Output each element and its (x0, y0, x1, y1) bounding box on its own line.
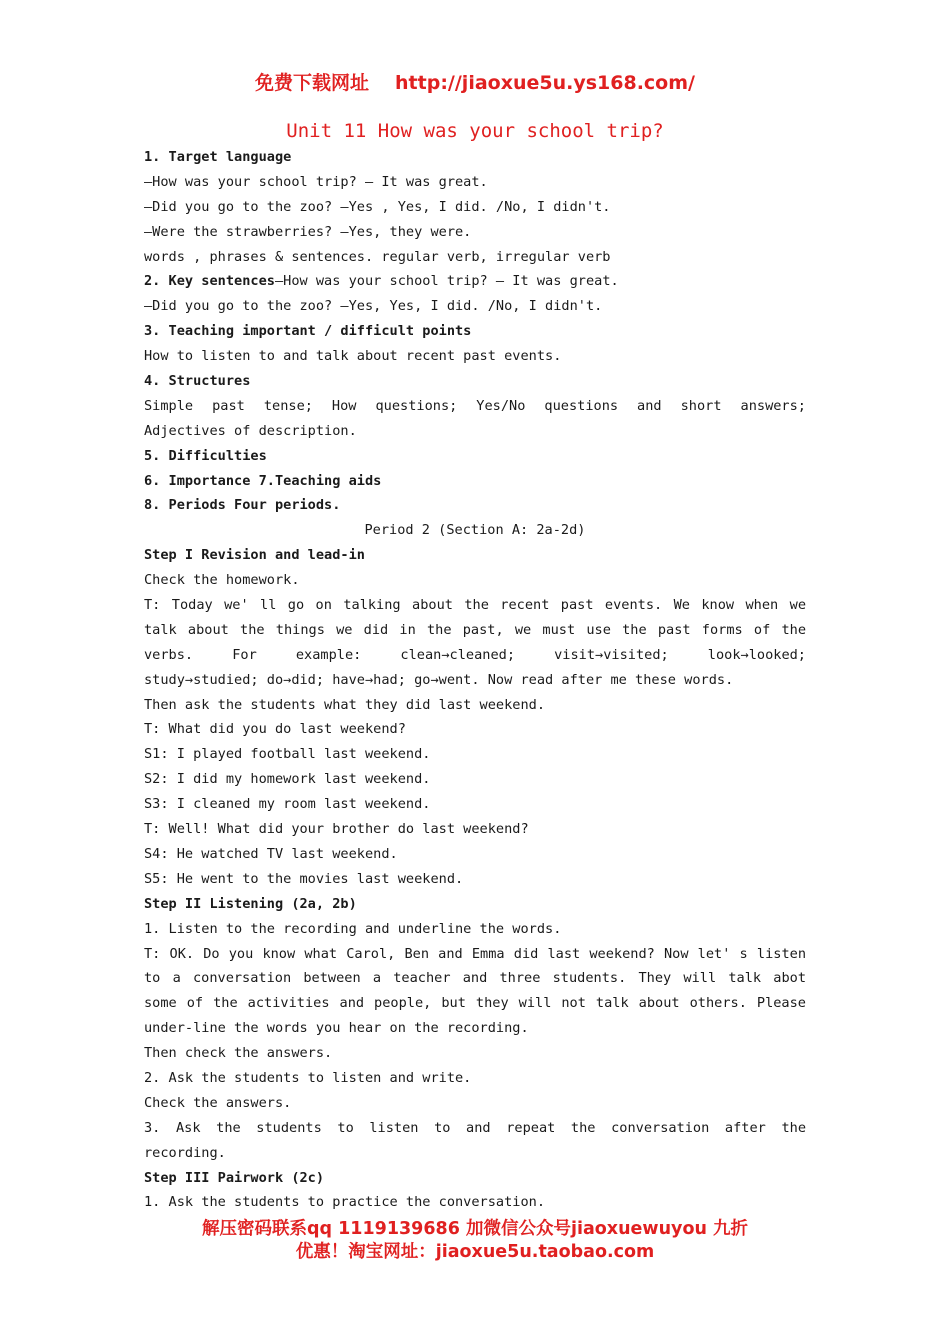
text-line: Then ask the students what they did last weekend. (144, 696, 546, 713)
section-heading: Step I Revision and lead-in (144, 547, 365, 564)
section-heading: Step III Pairwork (2c) (144, 1169, 325, 1186)
text-line: —Did you go to the zoo? —Yes, Yes, I did. /No, I didn't. (144, 298, 603, 315)
text-line: S2: I did my homework last weekend. (144, 771, 431, 788)
text-line: words , phrases & sentences. regular verb, irregular verb (144, 248, 611, 265)
download-header (0, 68, 950, 95)
text-line: 1. Listen to the recording and underline the words. (144, 920, 562, 937)
text-line: S3: I cleaned my room last weekend. (144, 796, 431, 813)
line-text: —How was your school trip? — It was great. (274, 273, 619, 290)
text-line: Adjectives of description. (144, 422, 357, 439)
text-line: talk about the things we did in the past, we must use the past forms of the (144, 621, 806, 638)
footer-line-1: 解压密码联系qq 1119139686 加微信公众号jiaoxuewuyou 九折 (201, 1219, 749, 1239)
text-line: —Were the strawberries? —Yes, they were. (144, 223, 472, 240)
section-heading: 5. Difficulties (144, 447, 267, 464)
text-line (144, 269, 806, 294)
download-url-link[interactable]: http://jiaoxue5u.ys168.com/ (395, 72, 695, 94)
section-heading: 8. Periods Four periods. (144, 497, 341, 514)
footer-line-2: 优惠！淘宝网址：jiaoxue5u.taobao.com (295, 1242, 655, 1262)
footer-promo (0, 1218, 950, 1264)
section-heading: 1. Target language (144, 149, 292, 165)
text-line: Simple past tense; How questions; Yes/No questions and short answers; (144, 397, 806, 414)
text-line: —Did you go to the zoo? —Yes , Yes, I did. /No, I didn't. (144, 198, 611, 215)
text-line: recording. (144, 1144, 226, 1161)
section-heading: 3. Teaching important / difficult points (144, 323, 472, 340)
text-line: S1: I played football last weekend. (144, 746, 431, 763)
text-line: —How was your school trip? — It was great. (144, 173, 488, 190)
page-title: Unit 11 How was your school trip? (286, 120, 664, 142)
section-heading: 4. Structures (144, 373, 251, 390)
text-line: Check the homework. (144, 572, 300, 589)
download-label: 免费下载网址 (255, 72, 370, 94)
text-line: 1. Ask the students to practice the conversation. (144, 1194, 546, 1211)
lesson-body (144, 145, 806, 1215)
section-heading: Step II Listening (2a, 2b) (144, 895, 357, 912)
text-line: some of the activities and people, but they will not talk about others. Please (144, 995, 806, 1012)
text-line: to a conversation between a teacher and three students. They will talk abot (144, 970, 806, 987)
text-line: T: Well! What did your brother do last weekend? (144, 821, 529, 838)
text-line: Then check the answers. (144, 1045, 333, 1062)
text-line: 2. Ask the students to listen and write. (144, 1069, 472, 1086)
section-heading: 2. Key sentences (144, 273, 275, 290)
text-line: T: What did you do last weekend? (144, 721, 406, 738)
text-line: S4: He watched TV last weekend. (144, 845, 398, 862)
text-line: How to listen to and talk about recent past events. (144, 348, 562, 365)
text-line: verbs. For example: clean→cleaned; visit→visited; look→looked; (144, 646, 806, 663)
period-heading: Period 2 (Section A: 2a-2d) (364, 522, 586, 539)
text-line: T: Today we' ll go on talking about the recent past events. We know when we (144, 597, 806, 614)
text-line: Check the answers. (144, 1094, 292, 1111)
text-line: 3. Ask the students to listen to and repeat the conversation after the (144, 1119, 806, 1136)
text-line: S5: He went to the movies last weekend. (144, 870, 464, 887)
text-line: under-line the words you hear on the recording. (144, 1020, 529, 1037)
text-line: study→studied; do→did; have→had; go→went. Now read after me these words. (144, 671, 734, 688)
text-line: T: OK. Do you know what Carol, Ben and Emma did last weekend? Now let' s listen (144, 945, 806, 962)
section-heading: 6. Importance 7.Teaching aids (144, 472, 382, 489)
